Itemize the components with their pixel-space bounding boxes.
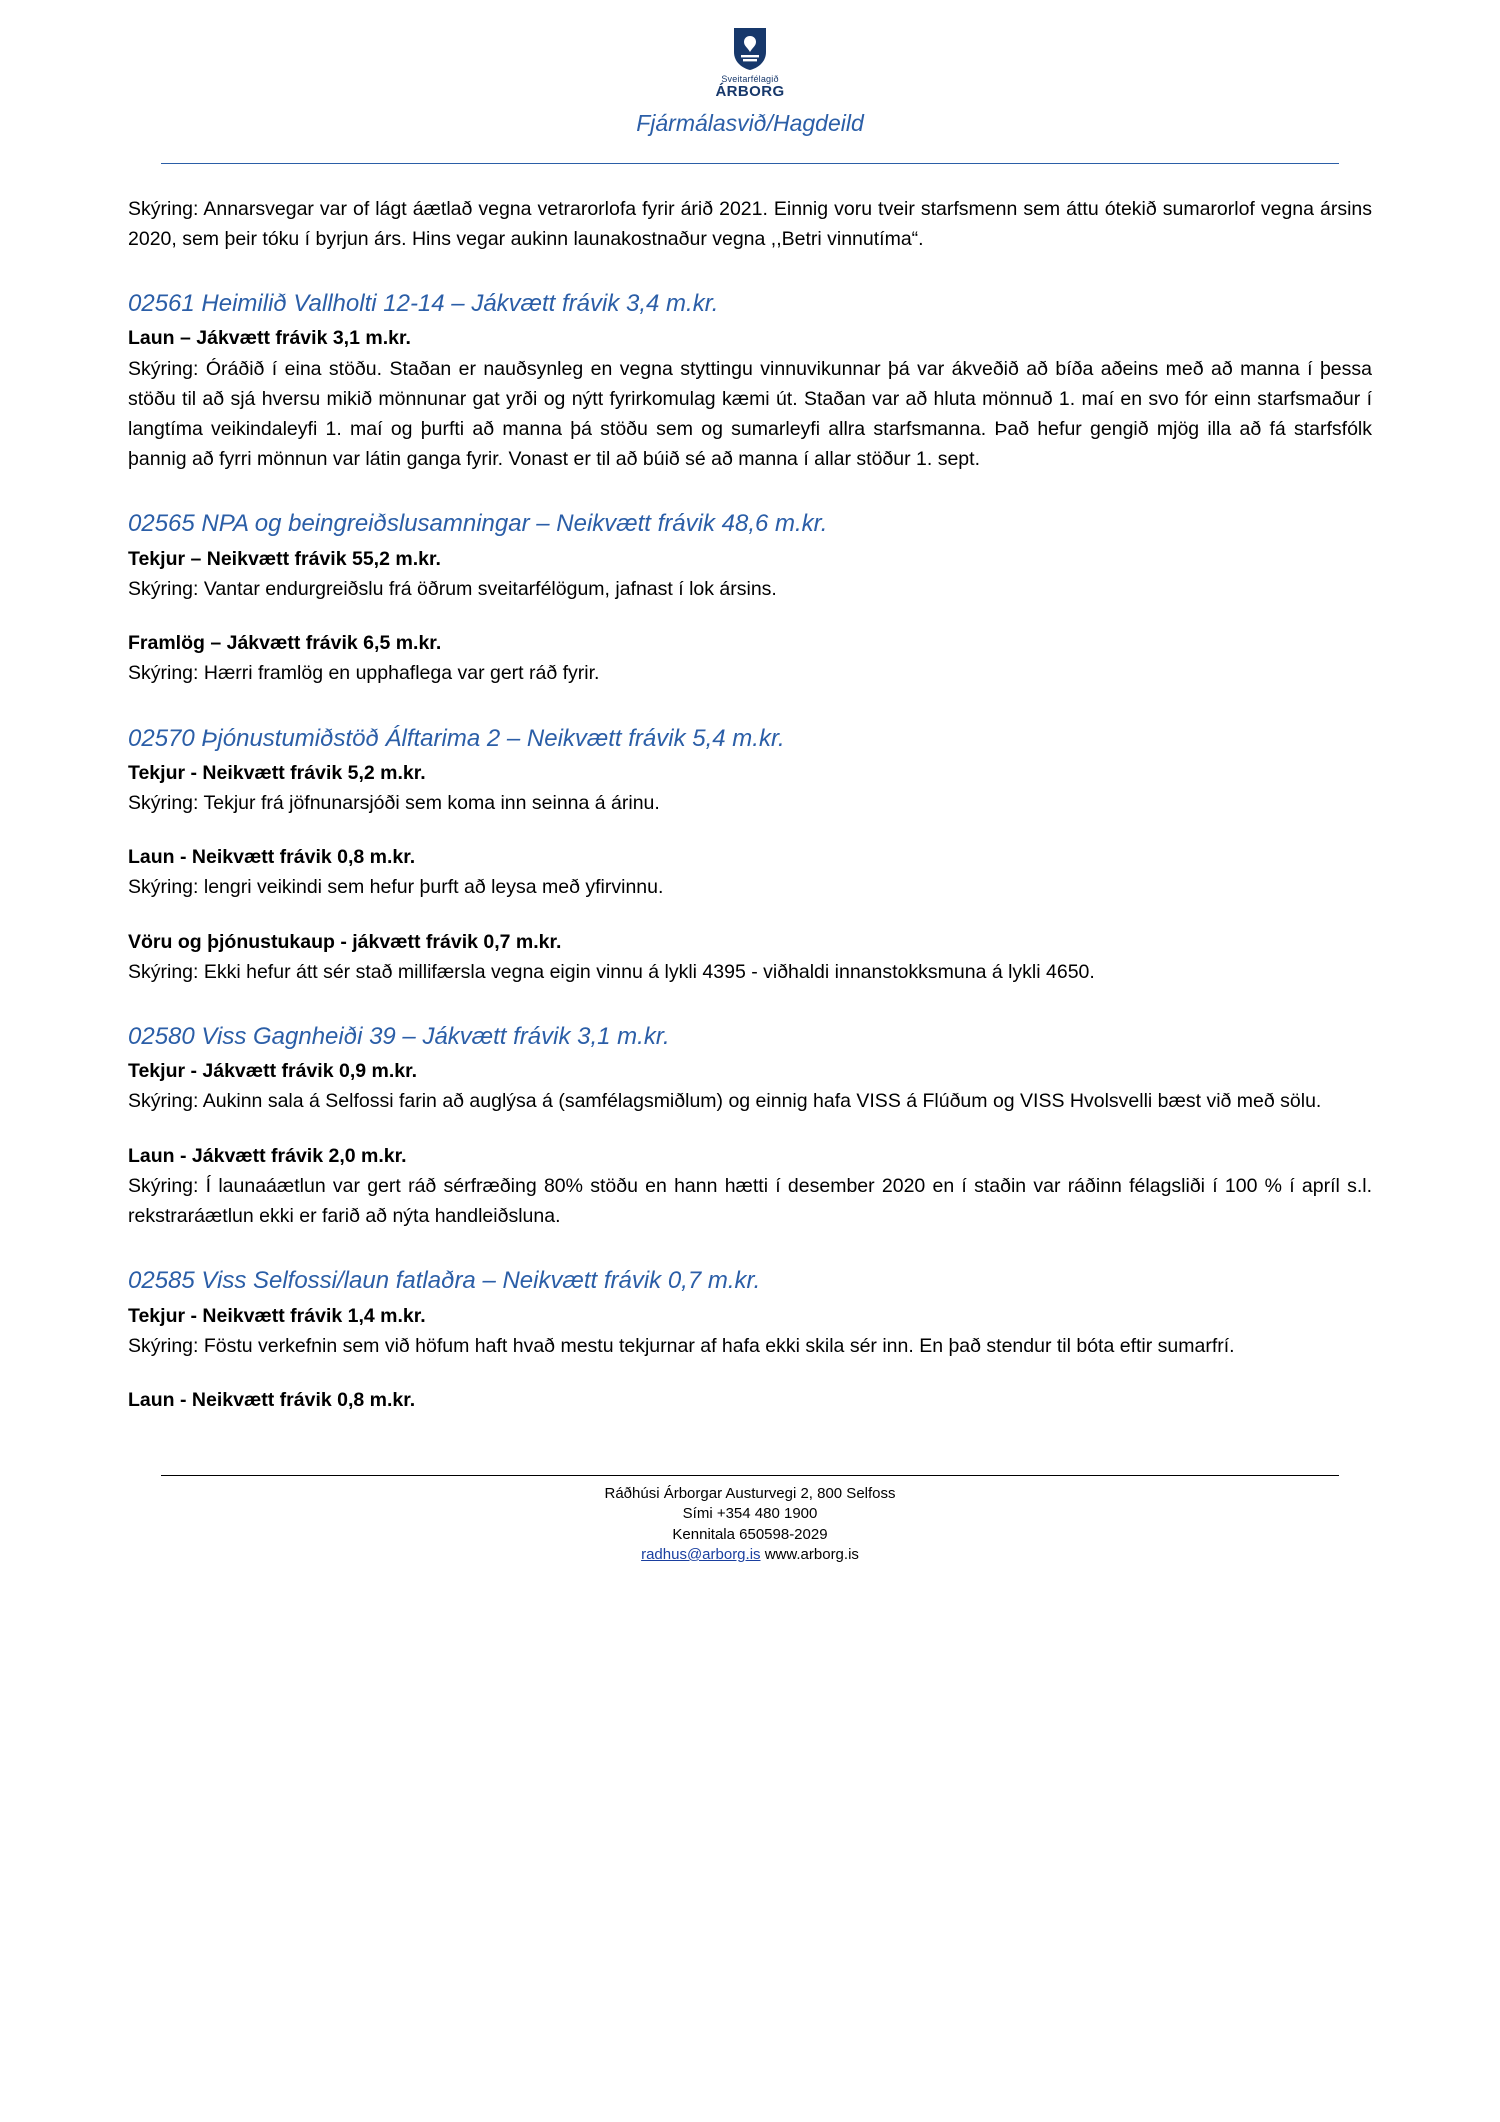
section-explanation: Skýring: Hærri framlög en upphaflega var gert ráð fyrir. [128,662,600,685]
section-explanation: Skýring: Ekki hefur átt sér stað millifærsla vegna eigin vinnu á lykli 4395 - viðhaldi innanstokksmuna á lykli 4650. [128,960,1095,983]
section-subheading: Laun - Jákvætt frávik 2,0 m.kr. [128,1144,407,1167]
document-body [128,194,1372,1415]
section-explanation: Skýring: Vantar endurgreiðslu frá öðrum sveitarfélögum, jafnast í lok ársins. [128,577,777,600]
footer-email-link[interactable]: radhus@arborg.is [641,1545,761,1563]
logo-subtitle: Sveitarfélagið [721,74,779,84]
footer-phone: Sími +354 480 1900 [682,1505,818,1523]
document-header [128,0,1372,164]
section-subheading: Tekjur - Neikvætt frávik 5,2 m.kr. [128,761,426,784]
section-subheading: Tekjur - Neikvætt frávik 1,4 m.kr. [128,1304,426,1327]
section-subheading: Tekjur - Jákvætt frávik 0,9 m.kr. [128,1060,418,1083]
section-heading: 02570 Þjónustumiðstöð Álftarima 2 – Neikvætt frávik 5,4 m.kr. [128,724,785,752]
footer-website[interactable]: www.arborg.is [764,1545,859,1563]
section-subheading: Vöru og þjónustukaup - jákvætt frávik 0,7 m.kr. [128,930,562,953]
coat-of-arms-icon [730,26,770,72]
section-heading: 02561 Heimilið Vallholti 12-14 – Jákvætt frávik 3,4 m.kr. [128,290,719,318]
section-explanation: Skýring: Föstu verkefnin sem við höfum haft hvað mestu tekjurnar af hafa ekki skila sér inn. En það stendur til bóta eftir sumarfrí. [128,1334,1235,1357]
section-explanation: Skýring: Tekjur frá jöfnunarsjóði sem koma inn seinna á árinu. [128,791,660,814]
section-subheading: Tekjur – Neikvætt frávik 55,2 m.kr. [128,547,441,570]
logo-title: ÁRBORG [715,83,785,100]
section-heading: 02565 NPA og beingreiðslusamningar – Neikvætt frávik 48,6 m.kr. [128,510,828,538]
footer-text [128,1484,1372,1565]
section-subheading: Framlög – Jákvætt frávik 6,5 m.kr. [128,632,442,655]
section-subheading: Laun – Jákvætt frávik 3,1 m.kr. [128,327,411,350]
document-footer [128,1475,1372,1595]
department-title: Fjármálasvið/Hagdeild [636,109,864,136]
section-explanation: Skýring: Óráðið í eina stöðu. Staðan er nauðsynleg en vegna styttingu vinnuvikunnar þá var ákveðið að bíða aðeins með að manna í þessa stöðu til að sjá hversu mikið mönnunar gat yrði og nýtt fyrirkomulag kæmi út. Staðan var að hluta mönnuð 1. maí en svo fór einn starfsmaður í langtíma veikindaleyfi 1. maí og þurfti að manna þá stöðu sem og sumarleyfi allra starfsmanna. Það hefur gengið mjög illa að fá starfsfólk þannig að fyrri mönnun var látin ganga fyrir. Vonast er til að búið sé að manna í allar stöður 1. sept. [128,357,1372,471]
footer-address: Ráðhúsi Árborgar Austurvegi 2, 800 Selfoss [604,1485,896,1503]
section-subheading: Laun - Neikvætt frávik 0,8 m.kr. [128,1388,416,1411]
section-heading: 02585 Viss Selfossi/laun fatlaðra – Neikvætt frávik 0,7 m.kr. [128,1267,761,1295]
section-explanation: Skýring: Aukinn sala á Selfossi farin að auglýsa á (samfélagsmiðlum) og einnig hafa VISS á Flúðum og VISS Hvolsvelli bæst við með sölu. [128,1090,1322,1113]
section-explanation: Skýring: lengri veikindi sem hefur þurft að leysa með yfirvinnu. [128,876,664,899]
arborg-logo [128,26,1372,100]
section-heading: 02580 Viss Gagnheiði 39 – Jákvætt frávik 3,1 m.kr. [128,1023,670,1051]
intro-paragraph: Skýring: Annarsvegar var of lágt áætlað vegna vetrarorlofa fyrir árið 2021. Einnig voru tveir starfsmenn sem áttu ótekið sumarorlof vegna ársins 2020, sem þeir tóku í byrjun árs. Hins vegar aukinn launakostnaður vegna ,,Betri vinnutíma“. [128,197,1372,250]
footer-kennitala: Kennitala 650598-2029 [672,1525,828,1543]
footer-divider [161,1475,1339,1476]
section-explanation: Skýring: Í launaáætlun var gert ráð sérfræðing 80% stöðu en hann hætti í desember 2020 en í staðin var ráðinn félagsliði í 100 % í apríl s.l. rekstraráætlun ekki er farið að nýta handleiðsluna. [128,1174,1372,1228]
section-subheading: Laun - Neikvætt frávik 0,8 m.kr. [128,846,416,869]
header-divider [161,163,1339,164]
